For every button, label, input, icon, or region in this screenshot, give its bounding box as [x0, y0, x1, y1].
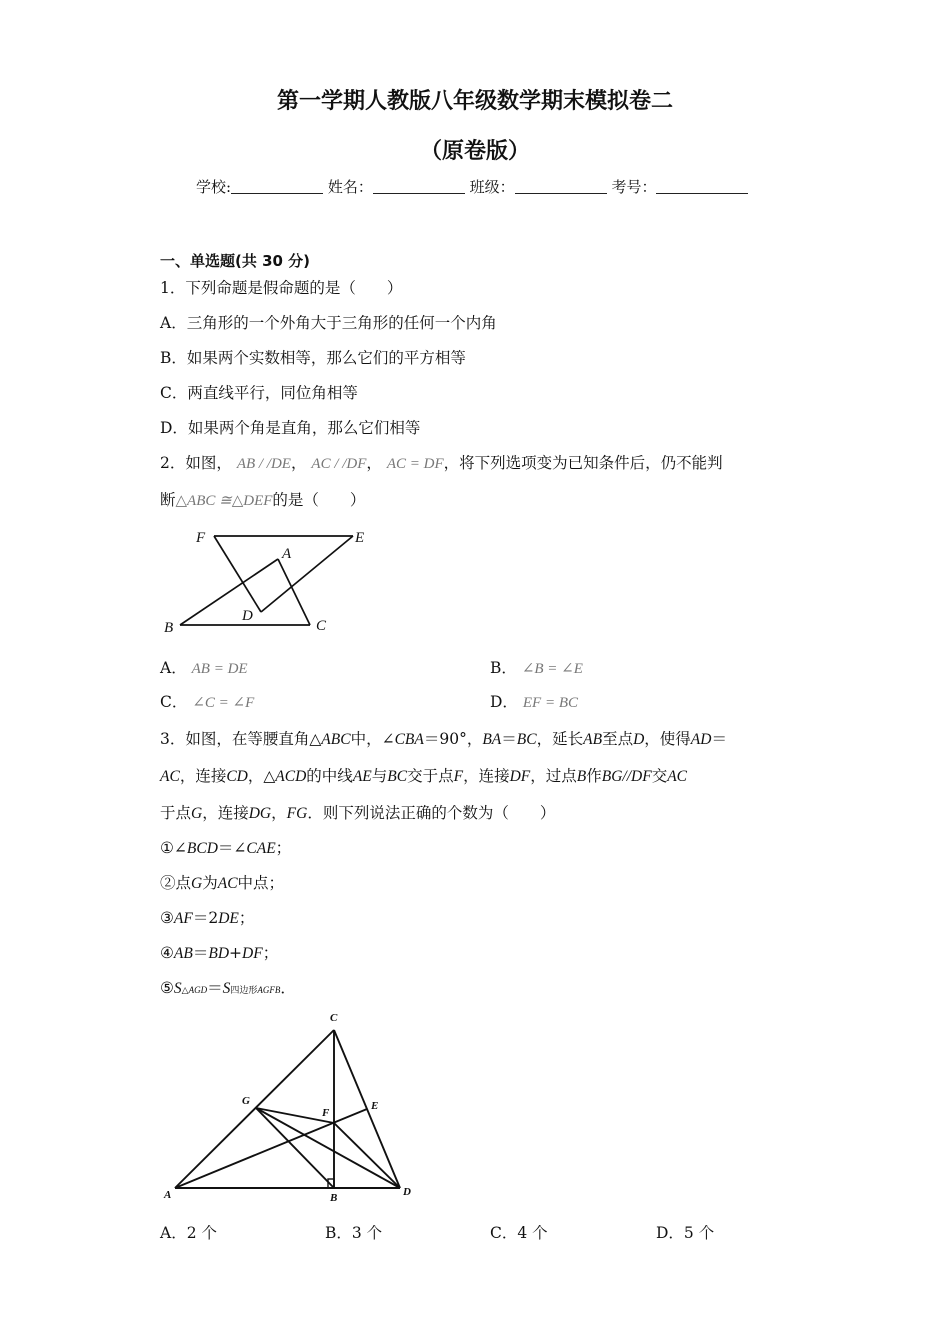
- class-label: 班级：: [469, 178, 515, 196]
- q3-var: S: [222, 980, 231, 997]
- q3-stem-line1: [160, 727, 727, 749]
- page-title: 第一学期人教版八年级数学期末模拟卷二: [276, 89, 673, 114]
- q3-text: 交于点: [407, 767, 454, 785]
- q3-label-c: C: [330, 1012, 338, 1024]
- q2-label-e: E: [355, 530, 365, 546]
- q3-text: 交: [651, 767, 668, 785]
- q2-option-a-expr: AB = DE: [191, 661, 248, 677]
- segment-fd: [214, 536, 261, 612]
- q3-var: AC: [217, 875, 238, 892]
- q3-text: ，连接: [179, 767, 227, 785]
- q2-option-d: [490, 690, 578, 712]
- q3-var: F: [453, 768, 464, 785]
- q3-figure: [158, 1008, 428, 1208]
- q3-option-c: C．4 个: [490, 1224, 548, 1242]
- q2-condition-3: AC = DF: [386, 456, 444, 472]
- q2-text: 的是（ ）: [272, 491, 366, 509]
- q2-option-b-expr: ∠B = ∠E: [521, 661, 583, 677]
- q3-text: ③: [160, 909, 174, 927]
- q3-label-f: F: [322, 1107, 330, 1119]
- student-info-line: [196, 176, 748, 197]
- q3-text: 中，∠: [350, 730, 395, 748]
- q3-text: ①∠: [160, 839, 187, 857]
- q3-var: AB: [173, 945, 193, 962]
- q3-stem-line3: [160, 801, 555, 823]
- q3-var: S: [173, 980, 182, 997]
- q3-statement-4: [160, 941, 278, 963]
- q3-text: ＝∠: [217, 839, 247, 857]
- name-blank: [373, 179, 465, 194]
- q2-stem-line1: [160, 451, 723, 473]
- q3-var: DG: [248, 805, 272, 822]
- q2-option-a: [160, 656, 248, 678]
- q2-option-c-expr: ∠C = ∠F: [192, 695, 255, 711]
- q3-text: ，延长: [536, 730, 584, 748]
- class-blank: [515, 179, 607, 194]
- q3-label-e: E: [371, 1100, 379, 1112]
- q3-var: G: [191, 875, 203, 892]
- q3-text: ；: [262, 944, 279, 962]
- q2-congruence: △ABC ≅△DEF: [175, 493, 273, 509]
- q2-text: 2．如图，: [160, 454, 232, 472]
- q3-var: BC: [516, 731, 537, 748]
- q3-var: AE: [352, 768, 372, 785]
- q3-text: ．: [280, 979, 296, 997]
- q3-var: ABC: [321, 731, 351, 748]
- q3-text: ，连接: [463, 767, 510, 785]
- q2-label-c: C: [316, 618, 327, 634]
- q2-option-b-label: B．: [490, 659, 517, 677]
- q2-option-c: [160, 690, 254, 712]
- q1-stem: 1．下列命题是假命题的是（ ）: [160, 279, 403, 297]
- segment-ac: [278, 559, 310, 625]
- q2-text: 断: [160, 491, 176, 509]
- q3-text: ，: [271, 804, 287, 822]
- q2-option-c-label: C．: [160, 693, 188, 711]
- q3-statement-5: [160, 976, 296, 998]
- q3-text: ．则下列说法正确的个数为（ ）: [307, 804, 556, 822]
- q3-var: CAE: [246, 840, 276, 857]
- q2-condition-2: AC / /DF: [311, 456, 367, 472]
- q2-comma: ，: [290, 454, 307, 472]
- q3-text: 至点: [602, 730, 634, 748]
- page-subtitle: （原卷版）: [419, 139, 530, 164]
- q3-var: BC: [387, 768, 408, 785]
- q3-label-g: G: [242, 1095, 250, 1107]
- q3-var: CBA: [394, 731, 424, 748]
- q3-var: CD: [226, 768, 248, 785]
- segment-de: [261, 536, 353, 612]
- q2-option-a-label: A．: [160, 659, 187, 677]
- q3-var: DF: [509, 768, 531, 785]
- q1-option-d: D．如果两个角是直角，那么它们相等: [160, 419, 421, 437]
- school-blank: [231, 179, 323, 194]
- q3-stem-line2: [160, 764, 687, 786]
- q3-text: ⑤: [160, 979, 174, 997]
- number-blank: [656, 179, 748, 194]
- number-label: 考号：: [611, 178, 657, 196]
- q3-text: 的中线: [306, 767, 353, 785]
- q3-var: AD: [690, 731, 712, 748]
- q3-text: 为: [202, 874, 218, 892]
- q3-var: BG//DF: [601, 768, 652, 785]
- q3-text: 3．如图，在等腰直角△: [160, 730, 322, 748]
- q3-text: 作: [586, 767, 602, 785]
- q3-option-d: D．5 个: [656, 1224, 715, 1242]
- q3-text: ＝90°，: [423, 730, 483, 748]
- q3-text: ，使得: [644, 730, 691, 748]
- q2-option-d-expr: EF = BC: [522, 695, 578, 711]
- q3-text: ②点: [160, 874, 192, 892]
- q2-figure: [158, 522, 378, 640]
- q3-var: B: [576, 768, 587, 785]
- school-label: 学校:: [196, 178, 232, 196]
- q2-label-b: B: [164, 620, 174, 636]
- q3-text: ＝2: [192, 909, 219, 927]
- q2-option-b: [490, 656, 583, 678]
- q3-var: ACD: [275, 768, 307, 785]
- name-label: 姓名：: [327, 178, 373, 196]
- q3-var: DE: [218, 910, 239, 927]
- q3-subscript: AGFB: [257, 985, 281, 995]
- q2-condition-1: AB / /DE: [236, 456, 291, 472]
- q3-label-a: A: [164, 1189, 172, 1201]
- q3-text: ＝: [501, 730, 517, 748]
- q2-stem-line2: [160, 488, 365, 510]
- q3-option-b: B．3 个: [325, 1224, 383, 1242]
- q3-var: G: [191, 805, 203, 822]
- q3-subscript: △AGD: [181, 985, 208, 995]
- q3-option-a: A．2 个: [160, 1224, 217, 1242]
- q3-var: AB: [583, 731, 603, 748]
- q3-var: AC: [160, 768, 180, 785]
- q3-text: ＝: [711, 730, 727, 748]
- q3-text: ，连接: [202, 804, 249, 822]
- q3-var: AF: [173, 910, 193, 927]
- q3-text: 于点: [160, 804, 192, 822]
- q1-option-c: C．两直线平行，同位角相等: [160, 384, 358, 402]
- q3-var: BA: [482, 731, 502, 748]
- q2-label-a: A: [282, 546, 292, 562]
- q3-var: BD: [208, 945, 230, 962]
- q3-var: D: [633, 731, 645, 748]
- q1-option-a: A．三角形的一个外角大于三角形的任何一个内角: [160, 314, 497, 332]
- segment-ba: [180, 559, 278, 625]
- q3-text: ④: [160, 944, 174, 962]
- q2-comma: ，: [366, 454, 382, 472]
- q3-text: ；: [238, 909, 255, 927]
- q2-text: ，将下列选项变为已知条件后，仍不能判: [443, 454, 723, 472]
- q3-text: ；: [275, 839, 292, 857]
- q3-statement-3: [160, 906, 254, 928]
- q3-statement-2: [160, 871, 284, 893]
- q3-var: FG: [286, 805, 308, 822]
- q1-option-b: B．如果两个实数相等，那么它们的平方相等: [160, 349, 466, 367]
- segment-gd: [256, 1108, 400, 1188]
- segment-fd: [334, 1123, 400, 1188]
- segment-ae: [175, 1109, 367, 1188]
- q3-label-b: B: [330, 1192, 338, 1204]
- q2-label-d: D: [242, 608, 253, 624]
- q3-statement-1: [160, 836, 291, 858]
- q3-text: 与: [371, 767, 388, 785]
- q3-text: +: [229, 944, 243, 962]
- q3-subscript: 四边形: [230, 986, 258, 996]
- q2-label-f: F: [196, 530, 206, 546]
- q3-label-d: D: [403, 1186, 411, 1198]
- q3-text: 中点；: [237, 874, 285, 892]
- q3-text: ＝: [192, 944, 209, 962]
- q2-option-d-label: D．: [490, 693, 518, 711]
- q3-text: ＝: [207, 979, 223, 997]
- q3-var: AC: [667, 768, 688, 785]
- q3-text: ，△: [247, 767, 276, 785]
- q3-text: ，过点: [530, 767, 577, 785]
- q3-var: BCD: [186, 840, 218, 857]
- section-heading: 一、单选题(共 30 分): [160, 252, 311, 270]
- q3-var: DF: [242, 945, 263, 962]
